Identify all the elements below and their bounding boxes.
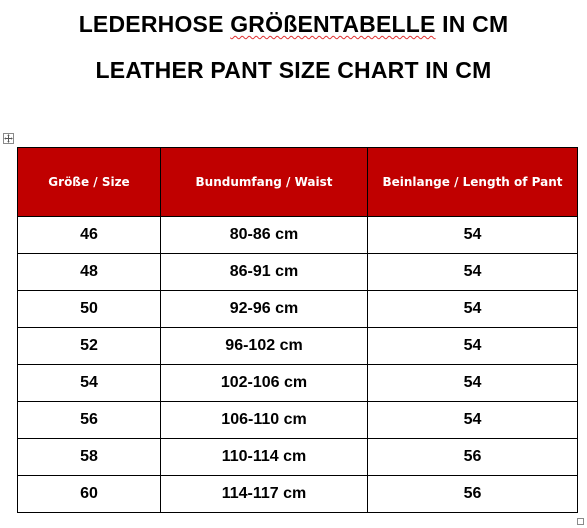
cell-length: 56 (368, 439, 578, 476)
header-length: Beinlange / Length of Pant (368, 148, 578, 217)
cell-size: 56 (18, 402, 161, 439)
cell-length: 54 (368, 291, 578, 328)
cell-size: 50 (18, 291, 161, 328)
table-row (18, 291, 578, 328)
table-header-row (18, 148, 578, 217)
table-row (18, 254, 578, 291)
four-arrows-icon (4, 134, 13, 143)
size-chart-table (17, 147, 578, 513)
cell-size: 48 (18, 254, 161, 291)
table-row (18, 402, 578, 439)
title-german-suffix: IN CM (435, 11, 509, 37)
cell-waist: 96-102 cm (161, 328, 368, 365)
cell-waist: 106-110 cm (161, 402, 368, 439)
cell-length: 54 (368, 365, 578, 402)
cell-size: 60 (18, 476, 161, 513)
cell-waist: 92-96 cm (161, 291, 368, 328)
table-row (18, 476, 578, 513)
table-row (18, 328, 578, 365)
cell-length: 54 (368, 402, 578, 439)
title-german (0, 11, 587, 38)
cell-waist: 102-106 cm (161, 365, 368, 402)
title-german-misspelled-word: GRÖßENTABELLE (230, 11, 436, 37)
cell-size: 52 (18, 328, 161, 365)
title-german-prefix: LEDERHOSE (78, 11, 231, 37)
cell-waist: 80-86 cm (161, 217, 368, 254)
table-row (18, 439, 578, 476)
table-move-handle-icon[interactable] (3, 133, 14, 144)
cell-length: 54 (368, 217, 578, 254)
cell-size: 58 (18, 439, 161, 476)
title-english: LEATHER PANT SIZE CHART IN CM (95, 57, 492, 83)
cell-waist: 110-114 cm (161, 439, 368, 476)
cell-waist: 114-117 cm (161, 476, 368, 513)
table-resize-handle-icon[interactable] (577, 518, 584, 525)
cell-size: 46 (18, 217, 161, 254)
header-size: Größe / Size (18, 148, 161, 217)
table-row (18, 365, 578, 402)
cell-size: 54 (18, 365, 161, 402)
cell-waist: 86-91 cm (161, 254, 368, 291)
table-row (18, 217, 578, 254)
cell-length: 54 (368, 254, 578, 291)
cell-length: 54 (368, 328, 578, 365)
cell-length: 56 (368, 476, 578, 513)
header-waist: Bundumfang / Waist (161, 148, 368, 217)
